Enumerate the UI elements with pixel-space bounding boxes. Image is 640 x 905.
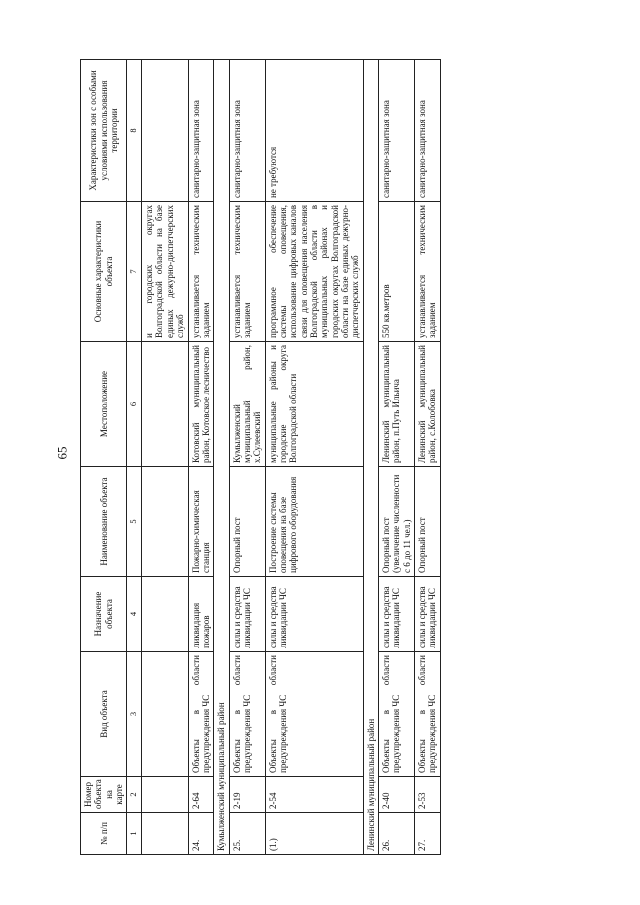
column-number: 4 — [127, 577, 142, 652]
object-location: Котовский муниципальный район, Котовское лесничество — [188, 342, 214, 467]
object-kind: Объекты в области предупреждения ЧС — [379, 652, 415, 777]
page-number: 65 — [54, 446, 70, 460]
object-name: Опорный пост — [415, 467, 441, 577]
map-number: 2-54 — [265, 777, 363, 813]
object-characteristics: программное обеспечение системы оповещения, использование цифровых каналов связи для оповещения населения Волгоградской области в муниципальных районах и городских округах Волгоградской области на базе единых дежурно-диспетчерских служб — [265, 202, 363, 342]
zone-characteristics: санитарно-защитная зона — [229, 60, 265, 202]
header-number: № п/п — [81, 813, 127, 855]
object-name: Построение системы оповещения на базе цифрового оборудования — [265, 467, 363, 577]
object-location: Ленинский муниципальный район, п.Путь Ильича — [379, 342, 415, 467]
object-purpose: силы и средства ликвидации ЧС — [265, 577, 363, 652]
object-kind: Объекты в области предупреждения ЧС — [229, 652, 265, 777]
header-map-number: Номер объекта на карте — [81, 777, 127, 813]
map-number: 2-53 — [415, 777, 441, 813]
map-number: 2-40 — [379, 777, 415, 813]
table-row — [265, 60, 363, 855]
header-location: Местоположение — [81, 342, 127, 467]
object-name: Опорный пост — [229, 467, 265, 577]
object-location: Ленинский муниципальный район, с.Колобовка — [415, 342, 441, 467]
district-row — [214, 60, 229, 855]
column-number: 5 — [127, 467, 142, 577]
zone-characteristics: санитарно-защитная зона — [379, 60, 415, 202]
zone-characteristics: санитарно-защитная зона — [415, 60, 441, 202]
object-characteristics: устанавливается техническим заданием — [415, 202, 441, 342]
row-number: 25. — [229, 813, 265, 855]
object-location: муниципальные районы и городские округа Волгоградской области — [265, 342, 363, 467]
object-kind: Объекты в области предупреждения ЧС — [188, 652, 214, 777]
row-number: 27. — [415, 813, 441, 855]
row-number: 24. — [188, 813, 214, 855]
object-purpose: силы и средства ликвидации ЧС — [379, 577, 415, 652]
district-heading: Кумылженский муниципальный район — [214, 60, 229, 855]
object-purpose: ликвидация пожаров — [188, 577, 214, 652]
header-object-kind: Вид объекта — [81, 652, 127, 777]
column-number-row — [127, 60, 142, 855]
header-characteristics: Основные характеристики объекта — [81, 202, 127, 342]
table-row — [229, 60, 265, 855]
objects-table — [80, 59, 441, 855]
object-characteristics: устанавливается техническим заданием — [229, 202, 265, 342]
header-zone: Характеристики зон с особыми условиями использования территории — [81, 60, 127, 202]
row-number: 26. — [379, 813, 415, 855]
header-purpose: Назначение объекта — [81, 577, 127, 652]
continuation-row — [142, 60, 188, 855]
row-number: (1.) — [265, 813, 363, 855]
object-characteristics: 550 кв.метров — [379, 202, 415, 342]
rotated-page-content — [80, 60, 550, 855]
zone-characteristics: санитарно-защитная зона — [188, 60, 214, 202]
district-row — [363, 60, 378, 855]
object-name: Опорный пост (увеличение численности с 6 до 11 чел.) — [379, 467, 415, 577]
object-purpose: силы и средства ликвидации ЧС — [415, 577, 441, 652]
column-number: 6 — [127, 342, 142, 467]
table-row — [379, 60, 415, 855]
header-name: Наименование объекта — [81, 467, 127, 577]
zone-characteristics: не требуются — [265, 60, 363, 202]
object-characteristics: устанавливается техническим заданием — [188, 202, 214, 342]
column-number: 1 — [127, 813, 142, 855]
column-number: 7 — [127, 202, 142, 342]
table-row — [188, 60, 214, 855]
table-row — [415, 60, 441, 855]
object-purpose: силы и средства ликвидации ЧС — [229, 577, 265, 652]
district-heading: Ленинский муниципальный район — [363, 60, 378, 855]
object-name: Пожарно-химическая станция — [188, 467, 214, 577]
object-kind: Объекты в области предупреждения ЧС — [265, 652, 363, 777]
table-header-row — [81, 60, 127, 855]
map-number: 2-64 — [188, 777, 214, 813]
column-number: 2 — [127, 777, 142, 813]
column-number: 3 — [127, 652, 142, 777]
map-number: 2-19 — [229, 777, 265, 813]
continued-characteristics: и городских округах Волгоградской области на базе единых дежурно-диспетчерских служб — [142, 202, 188, 342]
column-number: 8 — [127, 60, 142, 202]
object-location: Кумылженский муниципальный район, х.Сулеевский — [229, 342, 265, 467]
object-kind: Объекты в области предупреждения ЧС — [415, 652, 441, 777]
